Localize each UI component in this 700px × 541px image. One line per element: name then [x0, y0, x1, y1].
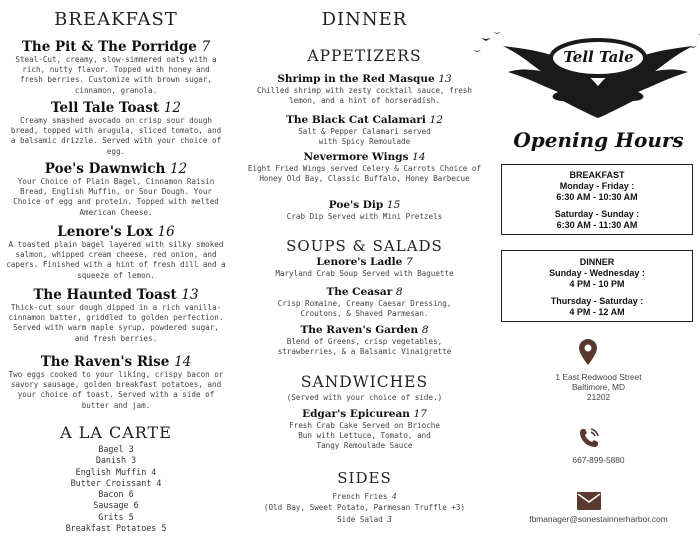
hours-line: 6:30 AM - 10:30 AM [556, 191, 638, 202]
item-name: The Raven's Rise [40, 354, 170, 370]
item-description: Salt & Pepper Calamari served with Spicy Remoulade [298, 127, 431, 147]
item-price: 13 [181, 287, 199, 303]
list-item: Sausage 6 [93, 500, 139, 511]
dinner-hours-box [501, 250, 693, 322]
item-price: 13 [438, 73, 452, 85]
email-address[interactable]: fbmanager@sonestainnerharbor.com [529, 514, 668, 524]
item-price: 12 [170, 161, 188, 177]
item-price: 14 [174, 354, 192, 370]
item-description: Chilled shrimp with zesty cocktail sauce, fresh lemon, and a hint of horseradish. [257, 86, 472, 106]
soups-title: SOUPS & SALADS [286, 237, 443, 255]
sides-title: SIDES [337, 469, 392, 487]
raven-logo [463, 26, 700, 122]
hours-label: DINNER [579, 257, 615, 267]
sides-list [232, 492, 497, 526]
item-price: 16 [157, 224, 175, 240]
hours-line: Thursday - Saturday : [550, 296, 644, 306]
menu-item [232, 408, 497, 452]
item-price: 8 [421, 324, 429, 336]
menu-item [0, 161, 232, 218]
envelope-icon [577, 492, 601, 510]
item-description: A toasted plain bagel layered with silky smoked salmon, whipped cream cheese, red onion, and capers. Finished with a hint of fresh dill and a squeeze of lemon. [6, 240, 226, 280]
hours-line: 4 PM - 12 AM [569, 306, 625, 317]
logo-text: Tell Tale [563, 48, 634, 66]
hours-line: Saturday - Sunday : [554, 209, 640, 219]
dinner-title: DINNER [321, 9, 408, 30]
hours-line: 6:30 AM - 11:30 AM [556, 219, 638, 230]
menu-item [232, 151, 497, 184]
item-name: The Raven's Garden [300, 324, 419, 336]
item-name: Shrimp in the Red Masque [277, 73, 435, 85]
address-line: 1 East Redwood Street [555, 372, 642, 382]
item-description: Creamy smashed avocado on crisp sour dough bread, topped with arugula, sliced tomato, and a balsamic drizzle. Served with your choice of egg. [10, 116, 222, 156]
list-item: Breakfast Potatoes 5 [65, 523, 167, 534]
list-item: English Muffin 4 [75, 466, 157, 477]
item-name: Lenore's Lox [57, 224, 153, 240]
address-line: 21202 [586, 392, 611, 403]
item-name: The Pit & The Porridge [21, 39, 197, 55]
item-description: Blend of Greens, crisp vegetables, strawberries, & a Balsamic Vinaigrette [277, 337, 452, 357]
item-name: Tell Tale Toast [51, 100, 160, 116]
menu-item [0, 39, 232, 96]
item-description: Maryland Crab Soup Served with Baguette [275, 269, 454, 278]
menu-item [232, 114, 497, 147]
hours-line: Sunday - Wednesday : [549, 268, 645, 278]
list-item: Danish 3 [95, 455, 137, 466]
item-description: Eight Fried Wings served Celery & Carrots Choice of Honey Old Bay, Classic Buffalo, Honey Barbecue [247, 164, 482, 184]
list-item: Grits 5 [98, 511, 134, 522]
location-pin-icon [579, 339, 597, 365]
list-item: Side Salad 3 [337, 515, 392, 524]
item-price: 15 [386, 199, 401, 211]
item-name: The Black Cat Calamari [286, 114, 426, 126]
item-name: Lenore's Ladle [316, 256, 403, 268]
sandwiches-note: (Served with your choice of side.) [286, 393, 443, 402]
menu-item [0, 287, 232, 344]
menu-item [0, 224, 232, 281]
item-description: Your Choice of Plain Bagel, Cinnamon Raisin Bread, English Muffin, or Sour Dough. Your Choice of egg and protein. Topped with melted American Cheese. [13, 177, 219, 217]
hours-line: Monday - Friday : [559, 181, 635, 191]
address [497, 372, 700, 403]
address-line: Baltimore, MD [571, 382, 626, 393]
item-price: 14 [412, 151, 426, 163]
menu-item [232, 324, 497, 357]
item-price: 12 [163, 100, 181, 116]
item-name: Nevermore Wings [303, 151, 409, 163]
breakfast-title: BREAKFAST [54, 9, 178, 30]
breakfast-hours-box [501, 164, 693, 235]
list-item: Bacon 6 [98, 489, 134, 500]
menu-item [232, 286, 497, 319]
item-description: Crab Dip Served with Mini Pretzels [286, 212, 443, 221]
sandwiches-title: SANDWICHES [300, 373, 429, 391]
item-name: The Haunted Toast [33, 287, 177, 303]
menu-item [0, 100, 232, 157]
menu-item [232, 73, 497, 106]
item-price: 8 [395, 286, 403, 298]
item-name: The Ceasar [326, 286, 393, 298]
item-description: Crisp Romaine, Creamy Caesar Dressing, Croutons, & Shaved Parmesan. [277, 299, 452, 319]
item-name: Edgar's Epicurean [302, 408, 410, 420]
item-name: Poe's Dip [328, 199, 384, 211]
menu-item [0, 354, 232, 411]
menu-item [232, 199, 497, 222]
item-price: 12 [429, 114, 443, 126]
a-la-carte-list [0, 444, 232, 534]
item-description: Steal-Cut, creamy, slow-simmered oats with a rich, nutty flavor. Topped with honey and fresh berries. Customize with brown sugar, cinnamon, granola. [15, 55, 217, 95]
a-la-carte-title: A LA CARTE [60, 423, 172, 442]
item-price: 17 [413, 408, 427, 420]
list-item: (Old Bay, Sweet Potato, Parmesan Truffle +3) [263, 502, 466, 512]
opening-hours-title: Opening Hours [513, 128, 684, 152]
item-price: 7 [405, 256, 413, 268]
item-description: Fresh Crab Cake Served on Brioche Bun with Lettuce, Tomato, and Tangy Remoulade Sauce [289, 421, 440, 451]
item-name: Poe's Dawnwich [44, 161, 166, 177]
phone-icon [577, 426, 601, 450]
menu-item [232, 256, 497, 279]
hours-label: BREAKFAST [569, 170, 625, 180]
hours-line: 4 PM - 10 PM [569, 278, 625, 289]
appetizers-title: APPETIZERS [307, 47, 422, 65]
item-price: 7 [201, 39, 211, 55]
phone-number[interactable]: 667-899-5880 [572, 455, 625, 465]
list-item: French Fries 4 [332, 492, 397, 501]
list-item: Butter Croissant 4 [70, 477, 162, 488]
item-description: Two eggs cooked to your liking, crispy bacon or savory sausage, golden breakfast potatoes, and your choice of toast. Served with a side of butter and jam. [8, 370, 224, 410]
list-item: Bagel 3 [98, 444, 134, 454]
item-description: Thick-cut sour dough dipped in a rich vanilla-cinnamon batter, griddled to golden perfection. Served with warm maple syrup, powdered sugar, and fresh berries. [8, 303, 224, 343]
